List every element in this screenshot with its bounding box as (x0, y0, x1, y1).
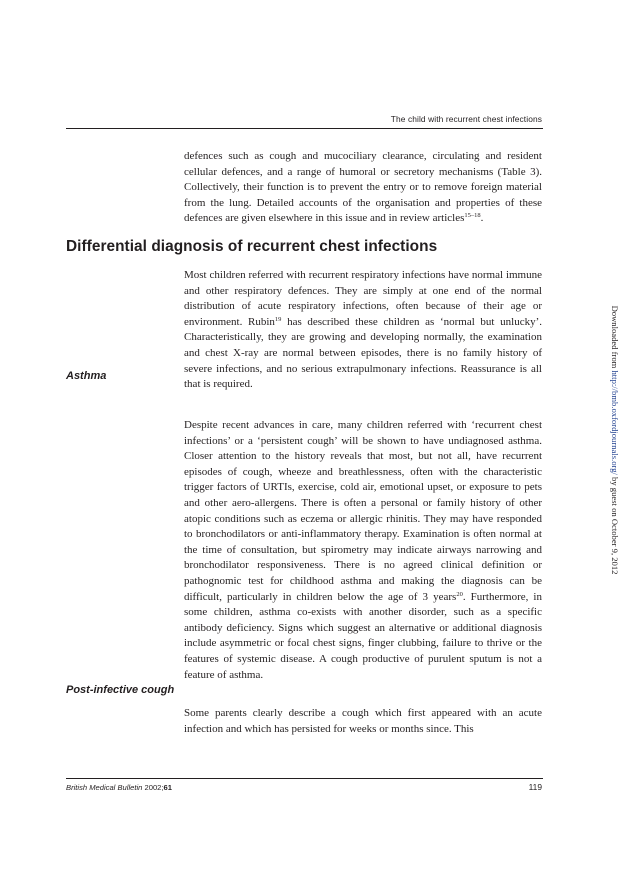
header-rule (66, 128, 543, 129)
download-watermark (610, 306, 620, 575)
subheading-post-infective-cough: Post-infective cough (66, 684, 175, 696)
paragraph-text: . Furthermore, in some children, asthma co-exists with another disorder, such as a specific antibody deficiency. Signs which suggest an alternative or additional diagnosis include asymmetric or focal chest signs, finger clubbing, failure to thrive or the features of systemic disease. A cough productive of purulent sputum is not a feature of asthma. (184, 590, 542, 681)
watermark-link[interactable]: http://bmb.oxfordjournals.org/ (610, 370, 620, 475)
page-number: 119 (528, 782, 542, 792)
journal-name: British Medical Bulletin (66, 783, 143, 792)
citation: 20 (456, 590, 463, 598)
section-heading: Differential diagnosis of recurrent chest infections (66, 238, 438, 255)
citation: 15–18 (464, 212, 481, 220)
paragraph-text: defences such as cough and mucociliary clearance, circulating and resident cellular defences, and a range of humoral or secretory mechanisms (Table 3). Collectively, their function is to prevent the entry or to remove foreign material from the lung. Detailed accounts of the organisation and properties of these defences are given elsewhere in this issue and in review articles (184, 150, 542, 225)
footer-rule (66, 778, 543, 779)
paragraph-text: Despite recent advances in care, many children referred with ‘recurrent chest infections’ or a ‘persistent cough’ will be shown to have undiagnosed asthma. Closer attention to the history reveals that most, but not all, have recurrent episodes of cough, wheeze and breathlessness, often with the characteristic trigger factors of URTIs, exercise, cold air, emotional upset, or exposure to pets and other aero-allergens. There is often a personal or family history of other atopic conditions such as eczema or allergic rhinitis. They may have responded to bronchodilators or anti-inflammatory therapy. Examination is often normal at the time of consultation, but spirometry may indicate airways narrowing and bronchodilator responsiveness. There is no agreed clinical definition or pathognomic test for childhood asthma and making the diagnosis can be difficult, particularly in children below the age of 3 years (184, 419, 542, 603)
paragraph-text: has described these children as ‘normal but unlucky’. Characteristically, they are growing and developing normally, the examination and chest X-ray are normal between episodes, there is no family history of severe infections, and no serious extrapulmonary infections. Reassurance is all that is required. (184, 315, 542, 391)
footer-citation (66, 783, 172, 792)
paragraph-post-infective: Some parents clearly describe a cough which first appeared with an acute infection and which has persisted for weeks or months since. This (184, 707, 542, 735)
subheading-asthma: Asthma (66, 370, 107, 382)
paragraph-defences (184, 149, 542, 227)
watermark-suffix: by guest on October 9, 2012 (610, 474, 620, 575)
watermark-prefix: Downloaded from (610, 305, 620, 371)
paragraph-end: . (480, 212, 484, 225)
paragraph-text: Most children referred with recurrent respiratory infections have normal immune and other respiratory defences. They are simply at one end of the normal distribution of acute respiratory infections, often because of their age or environment. Rubin (184, 269, 542, 328)
citation: 19 (274, 315, 282, 323)
paragraph-asthma (184, 418, 542, 683)
paragraph-normal-children (184, 268, 542, 393)
year-volume: 2002; (142, 783, 164, 792)
volume-number: 61 (163, 783, 172, 792)
running-title: The child with recurrent chest infections (390, 114, 542, 124)
